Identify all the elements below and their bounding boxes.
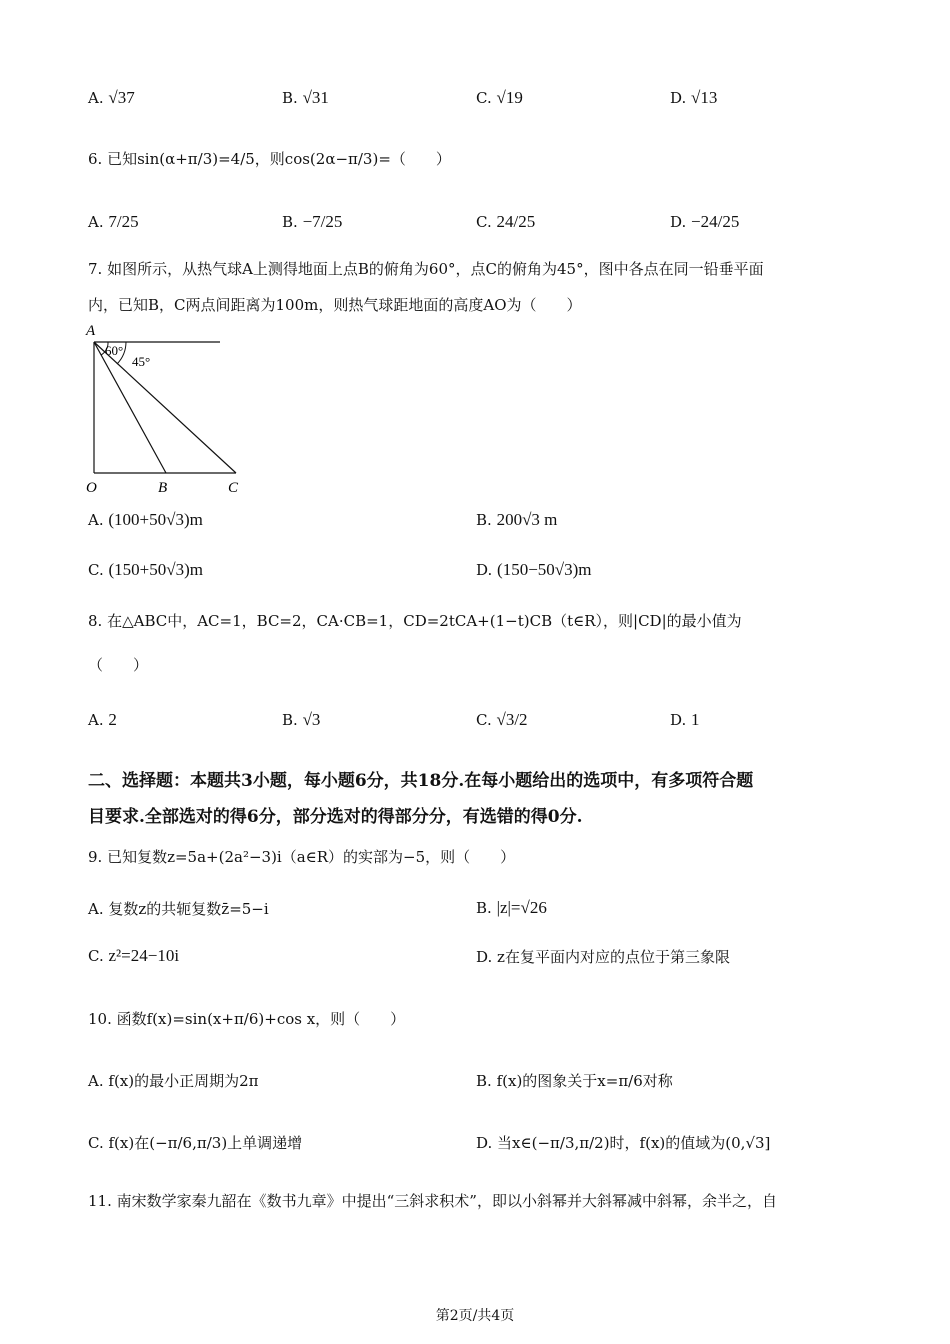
q7-stem-line1: 7. 如图所示，从热气球A上测得地面上点B的俯角为60°，点C的俯角为45°，图中各点在同一铅垂平面: [88, 260, 764, 278]
q8-option-d: D. 1: [670, 710, 700, 729]
q8-option-c: C. √3/2: [476, 710, 528, 729]
q7-option-d: D. (150−50√3)m: [476, 560, 592, 579]
q5-option-d: D. √13: [670, 88, 718, 107]
q9-option-d: D. z在复平面内对应的点位于第三象限: [476, 948, 730, 966]
q9-option-c: C. z²=24−10i: [88, 946, 180, 965]
q8-stem-line2: （ ）: [88, 656, 149, 674]
q11-stem: 11. 南宋数学家秦九韶在《数书九章》中提出“三斜求积术”，即以小斜幂并大斜幂减中斜幂，余半之，自: [88, 1192, 777, 1210]
q10-option-d: D. 当x∈(−π/3,π/2)时，f(x)的值域为(0,√3]: [476, 1134, 771, 1152]
section2-heading-line1: 二、选择题：本题共3小题，每小题6分，共18分.在每小题给出的选项中，有多项符合题: [88, 771, 754, 791]
q7-option-c: C. (150+50√3)m: [88, 560, 203, 579]
q8-stem-line1: 8. 在△ABC中，AC=1，BC=2，CA·CB=1，CD=2tCA+(1−t)CB（t∈R），则|CD|的最小值为: [88, 612, 742, 630]
q10-stem: 10. 函数f(x)=sin(x+π/6)+cos x，则（ ）: [88, 1010, 406, 1028]
q6-option-d: D. −24/25: [670, 212, 740, 231]
q6-stem: 6. 已知sin(α+π/3)=4/5，则cos(2α−π/3)=（ ）: [88, 150, 451, 168]
q10-option-a: A. f(x)的最小正周期为2π: [88, 1072, 259, 1090]
q9-stem: 9. 已知复数z=5a+(2a²−3)i（a∈R）的实部为−5，则（ ）: [88, 848, 516, 866]
q7-figure: [80, 318, 260, 500]
page-footer: 第2页/共4页: [435, 1308, 515, 1324]
q5-option-a: A. √37: [88, 88, 135, 107]
angle-label-60: 60°: [105, 343, 124, 358]
q10-option-c: C. f(x)在(−π/6,π/3)上单调递增: [88, 1134, 303, 1152]
section2-heading-line2: 目要求.全部选对的得6分，部分选对的得部分分，有选错的得0分.: [88, 807, 583, 827]
label-a: A: [86, 323, 96, 339]
q8-option-a: A. 2: [88, 710, 117, 729]
q7-stem-line2: 内，已知B，C两点间距离为100m，则热气球距地面的高度AO为（ ）: [88, 296, 582, 314]
angle-label-45: 45°: [132, 354, 151, 369]
q6-option-b: B. −7/25: [282, 212, 343, 231]
label-o: O: [86, 480, 97, 496]
q10-option-b: B. f(x)的图象关于x=π/6对称: [476, 1072, 673, 1090]
q8-option-b: B. √3: [282, 710, 321, 729]
q7-option-a: A. (100+50√3)m: [88, 510, 203, 529]
line-ab: [94, 342, 166, 473]
line-ac: [94, 342, 236, 473]
label-c: C: [228, 480, 239, 496]
q9-option-b: B. |z|=√26: [476, 898, 547, 917]
q7-option-b: B. 200√3 m: [476, 510, 558, 529]
q5-option-b: B. √31: [282, 88, 329, 107]
q6-option-c: C. 24/25: [476, 212, 536, 231]
q9-option-a: A. 复数z的共轭复数z̄=5−i: [88, 900, 269, 918]
label-b: B: [158, 480, 168, 496]
q6-option-a: A. 7/25: [88, 212, 139, 231]
q5-option-c: C. √19: [476, 88, 523, 107]
